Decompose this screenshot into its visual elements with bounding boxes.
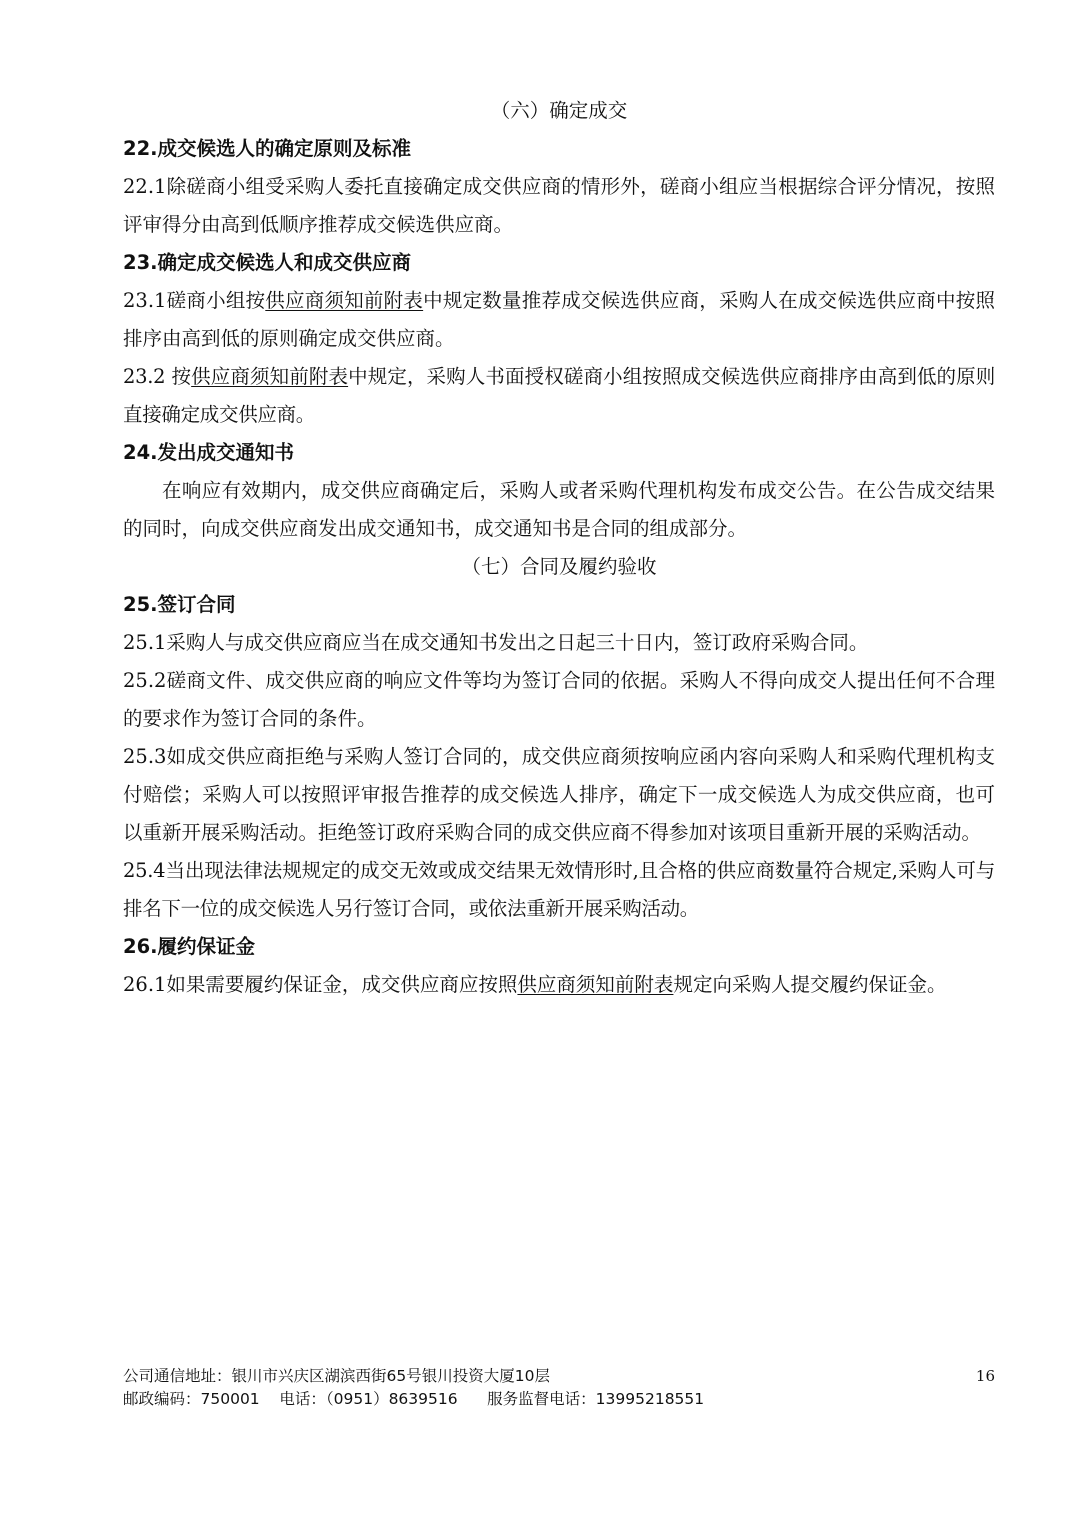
page-number: 16 [975, 1367, 995, 1385]
section-6-title: （六）确定成交 [490, 99, 628, 122]
paragraph-25-2: 25.2磋商文件、成交供应商的响应文件等均为签订合同的依据。采购人不得向成交人提出任何不合理的要求作为签订合同的条件。 [123, 669, 995, 730]
paragraph-24-1: 在响应有效期内，成交供应商确定后，采购人或者采购代理机构发布成交公告。在公告成交结果的同时，向成交供应商发出成交通知书，成交通知书是合同的组成部分。 [123, 479, 995, 540]
paragraph-23-1-post: 中规定数量推荐成交候选供应商，采购人在成交候选供应商中按照排序由高到低的原则确定成交供应商。 [123, 289, 995, 350]
footer-contact: 邮政编码：750001 电话：（0951）8639516 服务监督电话：13995218551 [123, 1390, 705, 1408]
supplier-notice-table-ref: 供应商须知前附表 [517, 973, 674, 996]
paragraph-23-1-pre: 23.1磋商小组按 [123, 289, 266, 312]
heading-24: 24.发出成交通知书 [123, 441, 295, 464]
paragraph-26-1-pre: 26.1如果需要履约保证金，成交供应商应按照 [123, 973, 518, 996]
supplier-notice-table-ref: 供应商须知前附表 [191, 365, 349, 388]
heading-22: 22.成交候选人的确定原则及标准 [123, 137, 412, 160]
paragraph-23-1 [123, 282, 995, 358]
paragraph-25-1: 25.1采购人与成交供应商应当在成交通知书发出之日起三十日内，签订政府采购合同。 [123, 631, 869, 654]
paragraph-26-1 [123, 966, 995, 1004]
paragraph-25-4: 25.4当出现法律法规规定的成交无效或成交结果无效情形时,且合格的供应商数量符合规定,采购人可与排名下一位的成交候选人另行签订合同，或依法重新开展采购活动。 [123, 859, 995, 920]
heading-26: 26.履约保证金 [123, 935, 256, 958]
heading-23: 23.确定成交候选人和成交供应商 [123, 251, 412, 274]
paragraph-23-2 [123, 358, 995, 434]
paragraph-23-2-pre: 23.2 按 [123, 365, 192, 388]
paragraph-25-3: 25.3如成交供应商拒绝与采购人签订合同的，成交供应商须按响应函内容向采购人和采购代理机构支付赔偿；采购人可以按照评审报告推荐的成交候选人排序，确定下一成交候选人为成交供应商，也可以重新开展采购活动。拒绝签订政府采购合同的成交供应商不得参加对该项目重新开展的采购活动。 [123, 745, 995, 844]
section-7-title: （七）合同及履约验收 [461, 555, 657, 578]
heading-25: 25.签订合同 [123, 593, 236, 616]
footer-address: 公司通信地址：银川市兴庆区湖滨西街65号银川投资大厦10层 [123, 1367, 550, 1385]
document-body [123, 92, 995, 1004]
paragraph-22-1: 22.1除磋商小组受采购人委托直接确定成交供应商的情形外，磋商小组应当根据综合评分情况，按照评审得分由高到低顺序推荐成交候选供应商。 [123, 175, 995, 236]
supplier-notice-table-ref: 供应商须知前附表 [265, 289, 424, 312]
paragraph-23-2-post: 中规定，采购人书面授权磋商小组按照成交候选供应商排序由高到低的原则直接确定成交供应商。 [123, 365, 995, 426]
paragraph-26-1-post: 规定向采购人提交履约保证金。 [673, 973, 947, 996]
page-footer [123, 1365, 995, 1411]
